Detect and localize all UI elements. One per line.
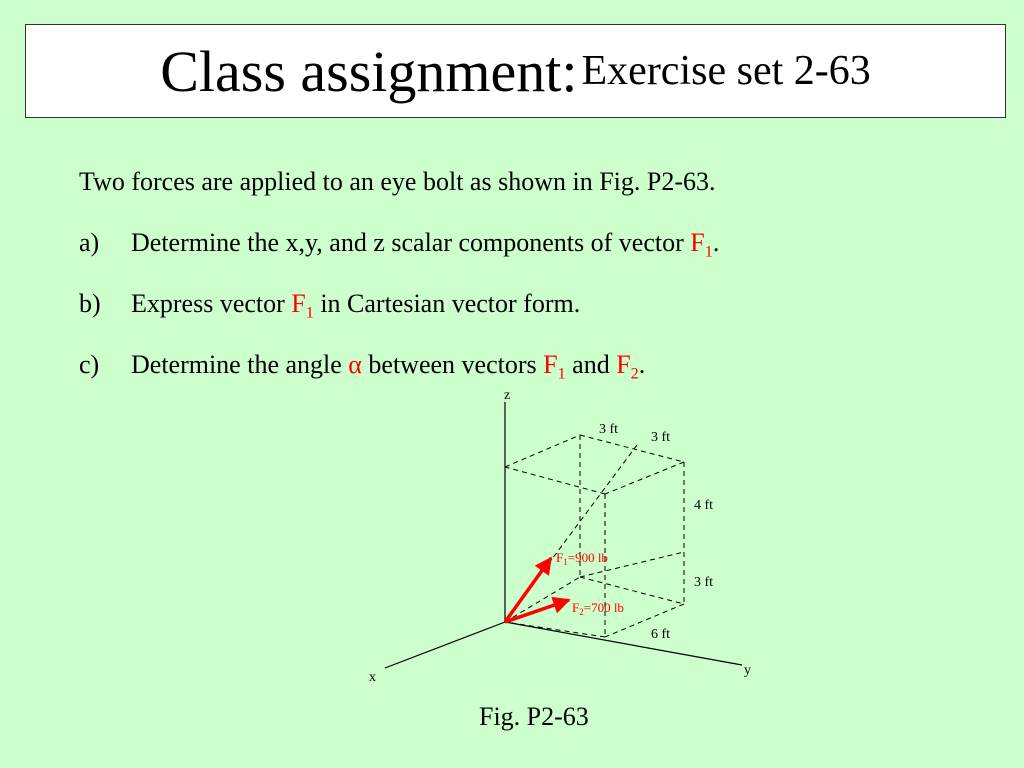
item-marker: b) bbox=[79, 289, 101, 318]
item-marker: a) bbox=[79, 228, 100, 257]
alpha-symbol: α bbox=[348, 350, 362, 379]
figure-caption: Fig. P2-63 bbox=[479, 702, 589, 731]
z-axis-label: z bbox=[504, 388, 511, 403]
dimension-label: 3 ft bbox=[599, 422, 619, 437]
page-title: Class assignment: bbox=[160, 38, 578, 104]
list-item-c: c) Determine the angle α between vectors $F_1$ and $F_2$. bbox=[79, 350, 646, 383]
item-text: Determine the angle bbox=[131, 350, 349, 379]
intro-text: Two forces are applied to an eye bolt as shown in Fig. P2-63. bbox=[79, 167, 716, 196]
dimension-label: 3 ft bbox=[694, 575, 714, 590]
vector-f2: $F_2$ bbox=[616, 350, 639, 383]
f2-label: $F_2=700$ lb bbox=[572, 600, 624, 617]
vector-f1: $F_1$ bbox=[690, 228, 713, 261]
list-item-a: a) Determine the x,y, and z scalar components of vector $F_1$. bbox=[79, 228, 720, 261]
y-axis-label: y bbox=[744, 663, 751, 678]
page-subtitle: Exercise set 2-63 bbox=[581, 48, 871, 94]
dimension-label: 6 ft bbox=[651, 627, 671, 642]
x-axis bbox=[385, 622, 505, 668]
vector-f1: $F_1$ bbox=[543, 350, 566, 383]
x-axis-label: x bbox=[369, 670, 376, 685]
f1-label: $F_1=900$ lb bbox=[556, 550, 608, 567]
item-text: Determine the x,y, and z scalar components of vector bbox=[131, 228, 691, 257]
dimension-label: 3 ft bbox=[651, 430, 671, 445]
dimension-label: 4 ft bbox=[694, 498, 714, 513]
item-marker: c) bbox=[79, 350, 100, 379]
y-axis bbox=[505, 622, 742, 665]
item-text: Express vector bbox=[131, 289, 292, 318]
vector-f1: $F_1$ bbox=[291, 289, 314, 322]
list-item-b: b) Express vector $F_1$ in Cartesian vector form. bbox=[79, 289, 581, 322]
